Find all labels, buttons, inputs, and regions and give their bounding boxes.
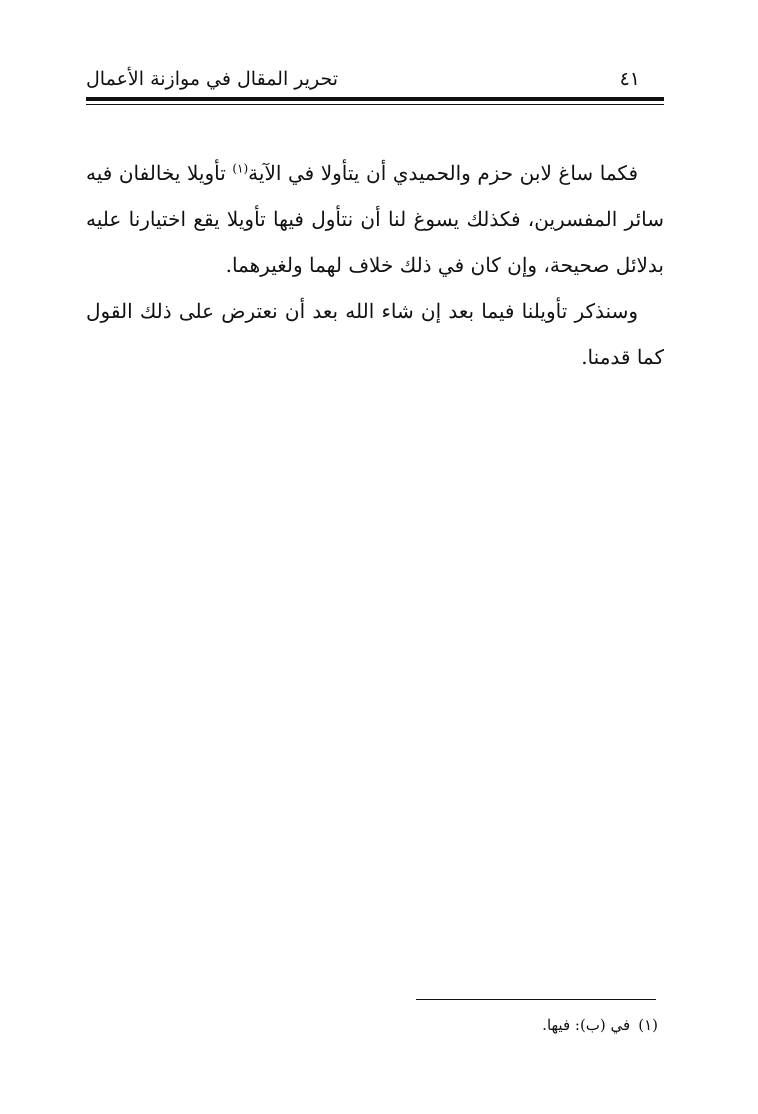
footnote-marker: (١): [232, 161, 249, 176]
header-rule-thin: [86, 104, 664, 105]
running-header: [86, 66, 664, 94]
paragraph-1: [86, 150, 664, 288]
paragraph-1-start: فكما ساغ لابن حزم والحميدي أن يتأولا في الآية: [248, 161, 639, 185]
paragraph-1-rest: تأويلا يخالفان فيه سائر المفسرين، فكذلك يسوغ لنا أن نتأول فيها تأويلا يقع اختيارنا عليه بدلائل صحيحة، وإن كان في ذلك خلاف لهما ولغيرهما.: [86, 161, 664, 277]
footnote-1: [86, 1013, 658, 1037]
header-title: تحرير المقال في موازنة الأعمال: [86, 68, 339, 90]
paragraph-2: وسنذكر تأويلنا فيما بعد إن شاء الله بعد أن نعترض على ذلك القول كما قدمنا.: [86, 299, 664, 369]
main-text: [86, 150, 664, 380]
footnote-separator: [416, 999, 656, 1000]
header-rule-thick: [86, 97, 664, 101]
footnote-number: (١): [638, 1016, 658, 1034]
page-number: ٤١: [619, 68, 640, 90]
footnote-text: في (ب): فيها.: [542, 1016, 631, 1034]
